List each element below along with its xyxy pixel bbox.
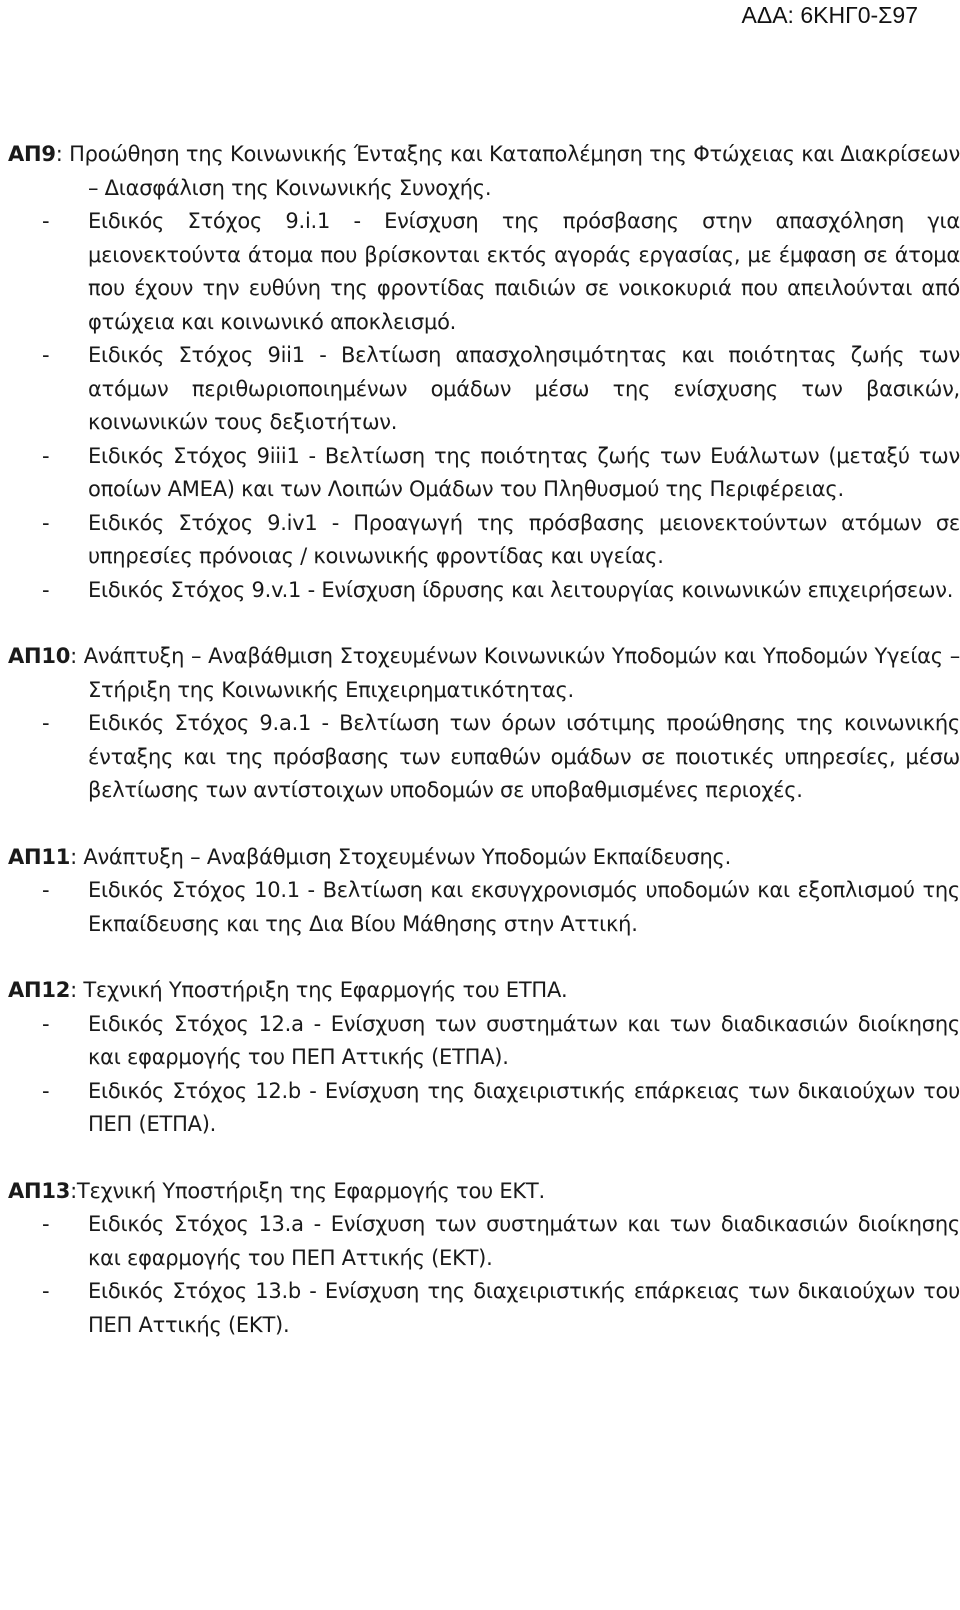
section-heading [8, 974, 960, 1008]
objective-text: Ειδικός Στόχος 9iii1 - Βελτίωση της ποιότητας ζωής των Ευάλωτων (μεταξύ των οποίων ΑΜΕΑ) και των Λοιπών Ομάδων του Πληθυσμού της Περιφέρειας. [88, 443, 960, 501]
axis-title: Τεχνική Υποστήριξη της Εφαρμογής του ΕΚΤ. [76, 1178, 545, 1203]
objectives-list [8, 707, 960, 808]
section-heading [8, 1175, 960, 1209]
objective-text: Ειδικός Στόχος 9.a.1 - Βελτίωση των όρων ισότιμης προώθησης της κοινωνικής ένταξης και της πρόσβασης των ευπαθών ομάδων σε ποιοτικές υπηρεσίες, μέσω βελτίωσης των αντίστοιχων υποδομών σε υποβαθμισμένες περιοχές. [88, 711, 960, 802]
axis-code: ΑΠ12 [8, 978, 71, 1002]
objectives-list [8, 205, 960, 607]
section-ap12 [8, 974, 960, 1142]
axis-title: Τεχνική Υποστήριξη της Εφαρμογής του ΕΤΠΑ. [83, 978, 568, 1002]
objectives-list [8, 874, 960, 941]
section-ap9 [8, 138, 960, 607]
axis-code: ΑΠ9 [8, 142, 56, 166]
objective-item: - Ειδικός Στόχος 13.a - Ενίσχυση των συστημάτων και των διαδικασιών διοίκησης και εφαρμογής του ΠΕΠ Αττικής (ΕΚΤ). [42, 1212, 960, 1270]
objective-text: Ειδικός Στόχος 12.a - Ενίσχυση των συστημάτων και των διαδικασιών διοίκησης και εφαρμογής του ΠΕΠ Αττικής (ΕΤΠΑ). [88, 1011, 960, 1069]
heading-separator: : [55, 142, 70, 166]
objective-text: Ειδικός Στόχος 13.a - Ενίσχυση των συστημάτων και των διαδικασιών διοίκησης και εφαρμογής του ΠΕΠ Αττικής (ΕΚΤ). [88, 1212, 960, 1270]
section-ap10 [8, 640, 960, 808]
objective-item: - Ειδικός Στόχος 12.b - Ενίσχυση της διαχειριστικής επάρκειας των δικαιούχων του ΠΕΠ (ΕΤΠΑ). [42, 1078, 960, 1136]
objectives-list [8, 1208, 960, 1342]
objective-item: - Ειδικός Στόχος 9.a.1 - Βελτίωση των όρων ισότιμης προώθησης της κοινωνικής ένταξης και της πρόσβασης των ευπαθών ομάδων σε ποιοτικές υπηρεσίες, μέσω βελτίωσης των αντίστοιχων υποδομών σε υποβαθμισμένες περιοχές. [42, 711, 960, 802]
section-heading [8, 138, 960, 205]
section-heading [8, 841, 960, 875]
axis-code: ΑΠ13 [8, 1178, 71, 1203]
heading-separator: : [70, 978, 84, 1002]
axis-title: Ανάπτυξη – Αναβάθμιση Στοχευμένων Κοινωνικών Υποδομών και Υποδομών Υγείας – Στήριξη της Κοινωνικής Επιχειρηματικότητας. [83, 644, 960, 702]
axis-title: Ανάπτυξη – Αναβάθμιση Στοχευμένων Υποδομών Εκπαίδευσης. [83, 844, 732, 869]
section-heading [8, 640, 960, 707]
axis-code: ΑΠ11 [8, 844, 71, 869]
objective-text: Ειδικός Στόχος 9.iv1 - Προαγωγή της πρόσβασης μειονεκτούντων ατόμων σε υπηρεσίες πρόνοιας / κοινωνικής φροντίδας και υγείας. [88, 510, 960, 568]
section-ap13 [8, 1175, 960, 1343]
objective-text: Ειδικός Στόχος 9ii1 - Βελτίωση απασχολησιμότητας και ποιότητας ζωής των ατόμων περιθωριοποιημένων ομάδων μέσω της ενίσχυσης των βασικών, κοινωνικών τους δεξιοτήτων. [88, 343, 960, 434]
heading-separator: : [70, 644, 84, 668]
objective-item: - Ειδικός Στόχος 9ii1 - Βελτίωση απασχολησιμότητας και ποιότητας ζωής των ατόμων περιθωριοποιημένων ομάδων μέσω της ενίσχυσης των βασικών, κοινωνικών τους δεξιοτήτων. [42, 343, 960, 434]
objective-text: Ειδικός Στόχος 13.b - Ενίσχυση της διαχειριστικής επάρκειας των δικαιούχων του ΠΕΠ Αττικής (ΕΚΤ). [88, 1279, 960, 1337]
axis-code: ΑΠ10 [8, 644, 71, 668]
section-ap11 [8, 841, 960, 942]
objective-item: - Ειδικός Στόχος 9iii1 - Βελτίωση της ποιότητας ζωής των Ευάλωτων (μεταξύ των οποίων ΑΜΕΑ) και των Λοιπών Ομάδων του Πληθυσμού της Περιφέρειας. [42, 443, 960, 501]
objective-item: - Ειδικός Στόχος 9.v.1 - Ενίσχυση ίδρυσης και λειτουργίας κοινωνικών επιχειρήσεων. [42, 577, 954, 602]
document-body [8, 138, 960, 1342]
objective-text: Ειδικός Στόχος 9.i.1 - Ενίσχυση της πρόσβασης στην απασχόληση για μειονεκτούντα άτομα που βρίσκονται εκτός αγοράς εργασίας, με έμφαση σε άτομα που έχουν την ευθύνη της φροντίδας παιδιών σε νοικοκυριά που απειλούνται από φτώχεια και κοινωνικό αποκλεισμό. [88, 209, 960, 334]
objective-text: Ειδικός Στόχος 9.v.1 - Ενίσχυση ίδρυσης και λειτουργίας κοινωνικών επιχειρήσεων. [88, 577, 954, 602]
objectives-list [8, 1008, 960, 1142]
axis-title: Προώθηση της Κοινωνικής Ένταξης και Καταπολέμηση της Φτώχειας και Διακρίσεων – Διασφάλιση της Κοινωνικής Συνοχής. [69, 142, 960, 200]
objective-item: - Ειδικός Στόχος 13.b - Ενίσχυση της διαχειριστικής επάρκειας των δικαιούχων του ΠΕΠ Αττικής (ΕΚΤ). [42, 1279, 960, 1337]
objective-item: - Ειδικός Στόχος 9.i.1 - Ενίσχυση της πρόσβασης στην απασχόληση για μειονεκτούντα άτομα που βρίσκονται εκτός αγοράς εργασίας, με έμφαση σε άτομα που έχουν την ευθύνη της φροντίδας παιδιών σε νοικοκυριά που απειλούνται από φτώχεια και κοινωνικό αποκλεισμό. [42, 209, 960, 334]
heading-separator: : [70, 844, 84, 869]
heading-separator: : [70, 1178, 77, 1203]
objective-text: Ειδικός Στόχος 12.b - Ενίσχυση της διαχειριστικής επάρκειας των δικαιούχων του ΠΕΠ (ΕΤΠΑ). [88, 1078, 960, 1136]
objective-text: Ειδικός Στόχος 10.1 - Βελτίωση και εκσυγχρονισμός υποδομών και εξοπλισμού της Εκπαίδευσης και της Δια Βίου Μάθησης στην Αττική. [88, 878, 960, 936]
objective-item: - Ειδικός Στόχος 10.1 - Βελτίωση και εκσυγχρονισμός υποδομών και εξοπλισμού της Εκπαίδευσης και της Δια Βίου Μάθησης στην Αττική. [42, 878, 960, 936]
ada-code: ΑΔΑ: 6ΚΗΓ0-Σ97 [741, 2, 918, 28]
objective-item: - Ειδικός Στόχος 12.a - Ενίσχυση των συστημάτων και των διαδικασιών διοίκησης και εφαρμογής του ΠΕΠ Αττικής (ΕΤΠΑ). [42, 1011, 960, 1069]
objective-item: - Ειδικός Στόχος 9.iv1 - Προαγωγή της πρόσβασης μειονεκτούντων ατόμων σε υπηρεσίες πρόνοιας / κοινωνικής φροντίδας και υγείας. [42, 510, 960, 568]
